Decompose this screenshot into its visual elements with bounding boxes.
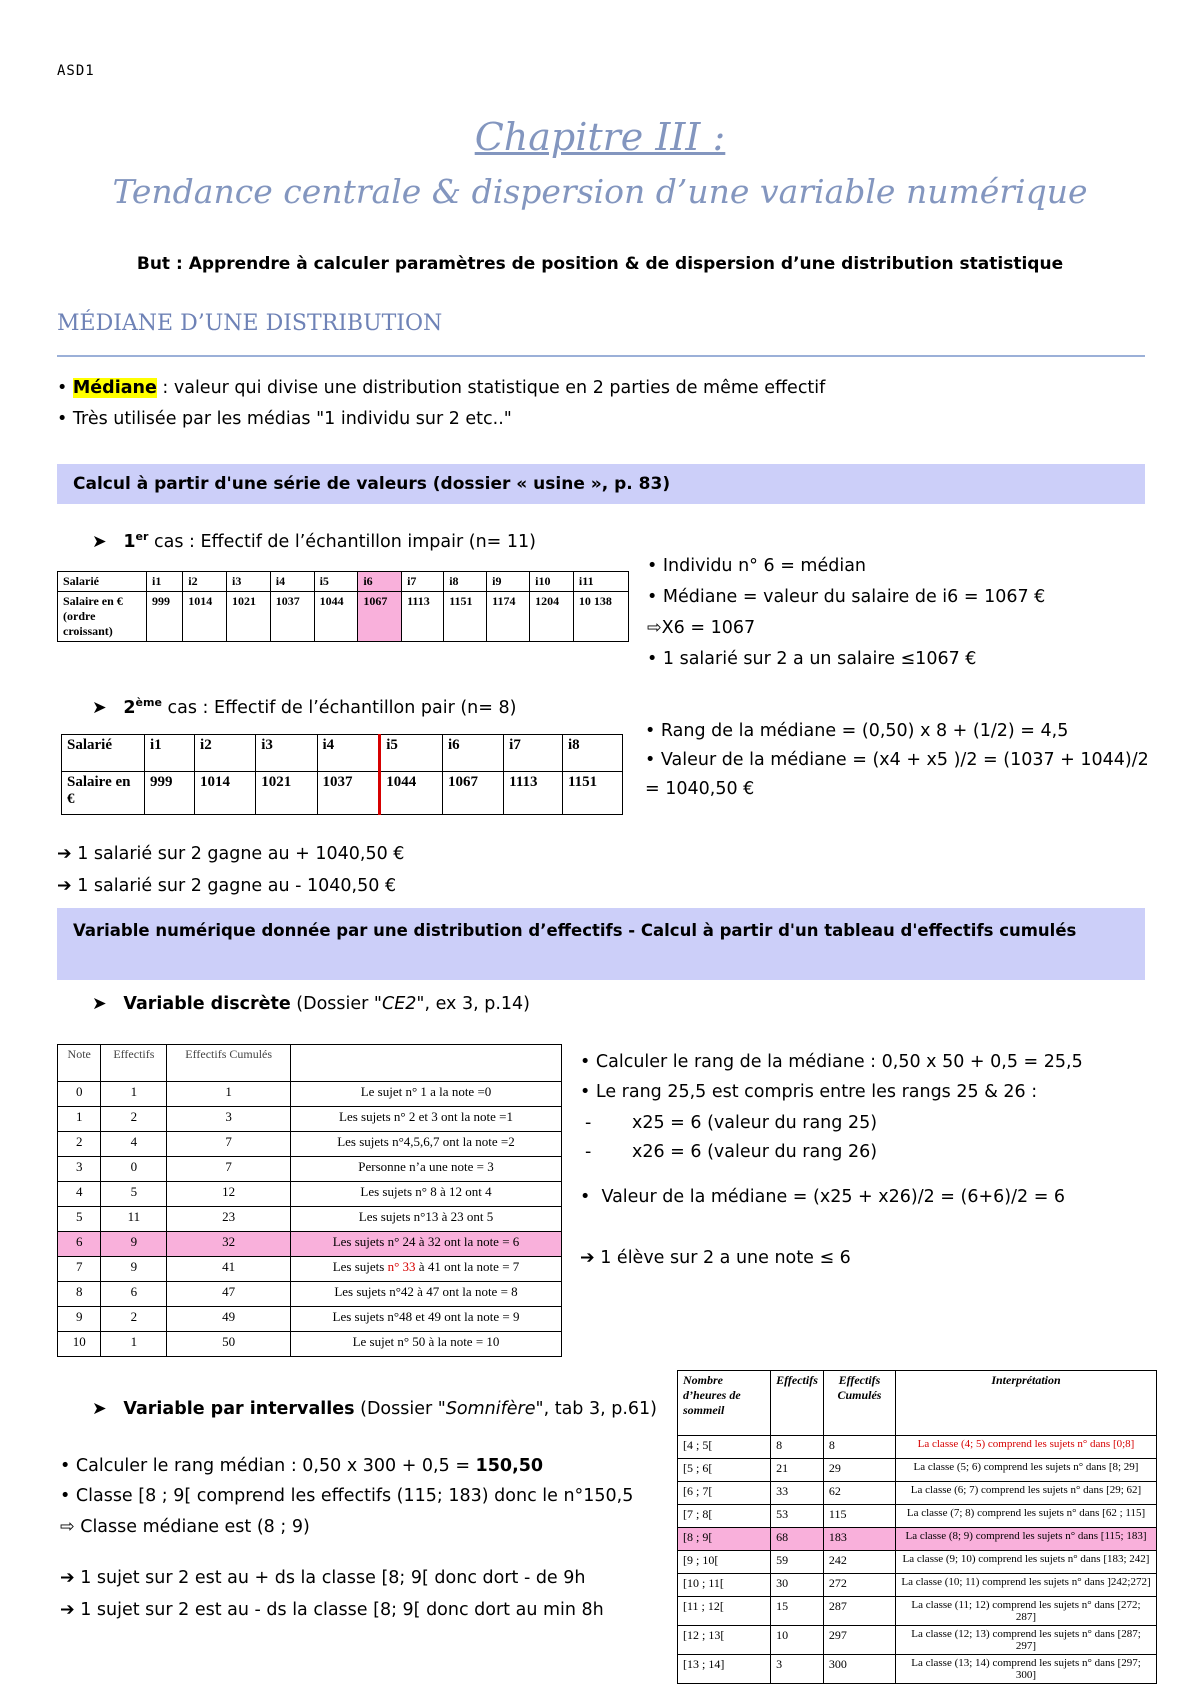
discrete-cell: 12 [167,1182,291,1207]
intervals-cell: 300 [823,1655,895,1684]
intervals-cell: La classe (6; 7) comprend les sujets n° dans [29; 62] [896,1482,1157,1505]
intervals-cell: [4 ; 5[ [678,1436,771,1459]
case2-row-label: Salaire en € [62,772,145,815]
intervals-cell: 272 [823,1574,895,1597]
intervals-cell: [5 ; 6[ [678,1459,771,1482]
intervals-cell: 10 [771,1626,824,1655]
case1-note: • Individu n° 6 = médian [647,556,867,576]
discrete-header-cell: Note [58,1045,101,1082]
case1-title: ➤ 1er cas : Effectif de l’échantillon impair (n= 11) [92,530,537,552]
case2-header-cell: i1 [145,735,195,772]
table-row [678,1551,1157,1574]
section-title: MÉDIANE D’UNE DISTRIBUTION [57,311,443,336]
intervals-cell: La classe (11; 12) comprend les sujets n° dans [272; 287] [896,1597,1157,1626]
case1-value-row [58,592,629,642]
case1-note: ⇨X6 = 1067 [647,618,756,638]
discrete-cell: 32 [167,1232,291,1257]
case2-value-cell: 1037 [317,772,380,815]
discrete-header-cell [291,1045,562,1082]
intervals-cell: 68 [771,1528,824,1551]
table-row [58,1307,562,1332]
case1-note: • Médiane = valeur du salaire de i6 = 1067 € [647,587,1046,607]
discrete-cell: 3 [167,1107,291,1132]
table-row [58,1282,562,1307]
discrete-cell: 41 [167,1257,291,1282]
intervals-header-cell: Interprétation [896,1371,1157,1436]
intervals-cell: [11 ; 12[ [678,1597,771,1626]
discrete-cell: 7 [58,1257,101,1282]
table-row [678,1528,1157,1551]
discrete-note-2-text: Le rang 25,5 est compris entre les rangs 25 & 26 : [595,1082,1038,1102]
discrete-note-2: • Le rang 25,5 est compris entre les rangs 25 & 26 : [580,1082,1038,1102]
case1-row-label: Salaire en € (ordre croissant) [58,592,147,642]
intervals-cell: 115 [823,1505,895,1528]
table-row [678,1626,1157,1655]
discrete-title-italic: CE2 [381,994,417,1014]
discrete-title-bold: Variable discrète [123,994,291,1014]
case1-header-cell: i7 [402,572,444,592]
discrete-cell: 2 [101,1107,167,1132]
case1-value-cell: 1113 [402,592,444,642]
document-header: ASD1 [57,63,95,79]
discrete-note-3-text: x25 = 6 (valeur du rang 25) [632,1113,878,1133]
discrete-cell: 0 [58,1082,101,1107]
discrete-header-cell: Effectifs [101,1045,167,1082]
table-row [58,1157,562,1182]
intervals-cell: La classe (10; 11) comprend les sujets n° dans ]242;272] [896,1574,1157,1597]
intervals-cell: [7 ; 8[ [678,1505,771,1528]
discrete-cell: 5 [58,1207,101,1232]
discrete-header-row [58,1045,562,1082]
case1-value-cell: 1014 [183,592,227,642]
discrete-note-5-text: Valeur de la médiane = (x25 + x26)/2 = (6+6)/2 = 6 [601,1187,1066,1207]
discrete-cell: 2 [58,1132,101,1157]
case2-header-row [62,735,623,772]
case1-header-row [58,572,629,592]
case2-header-cell: i2 [195,735,256,772]
case1-header-cell: i4 [270,572,314,592]
case1-header-cell: i1 [147,572,183,592]
intervals-cell: La classe (4; 5) comprend les sujets n° dans [0;8] [896,1436,1157,1459]
discrete-cell: Les sujets n°42 à 47 ont la note = 8 [291,1282,562,1307]
table-row [678,1436,1157,1459]
case2-header-cell: i3 [256,735,317,772]
intervals-cell: La classe (8; 9) comprend les sujets n° dans [115; 183] [896,1528,1157,1551]
table-row [58,1232,562,1257]
table-row [58,1207,562,1232]
discrete-note-5: • Valeur de la médiane = (x25 + x26)/2 = (6+6)/2 = 6 [580,1187,1066,1207]
case1-label: cas : Effectif de l’échantillon impair (n= 11) [148,531,537,552]
discrete-cell: 11 [101,1207,167,1232]
discrete-cell: 23 [167,1207,291,1232]
discrete-cell: 2 [101,1307,167,1332]
discrete-cell: 5 [101,1182,167,1207]
intervals-note-1: • Calculer le rang médian : 0,50 x 300 + 0,5 = 150,50 [60,1456,544,1476]
case1-header-cell: i5 [314,572,358,592]
intervals-cell: 8 [771,1436,824,1459]
case1-value-cell: 1021 [227,592,271,642]
discrete-cell: 4 [58,1182,101,1207]
discrete-cell: 8 [58,1282,101,1307]
intervals-header-row [678,1371,1157,1436]
case2-value-cell: 999 [145,772,195,815]
discrete-table [57,1044,562,1357]
case2-header-cell: Salarié [62,735,145,772]
intervals-cell: [13 ; 14] [678,1655,771,1684]
band-values-text: Calcul à partir d'une série de valeurs (dossier « usine », p. 83) [73,474,671,494]
intervals-cell: La classe (12; 13) comprend les sujets n° dans [287; 297] [896,1626,1157,1655]
case2-sup: ème [135,696,162,709]
discrete-title: ➤ Variable discrète (Dossier "CE2", ex 3, p.14) [92,994,530,1014]
intervals-cell: 59 [771,1551,824,1574]
discrete-cell: 9 [101,1232,167,1257]
intervals-cell: 183 [823,1528,895,1551]
case2-header-cell: i7 [504,735,563,772]
case2-note: • Rang de la médiane = (0,50) x 8 + (1/2) = 4,5 [645,721,1069,741]
case2-value-cell: 1021 [256,772,317,815]
discrete-cell: Personne n’a une note = 3 [291,1157,562,1182]
intervals-header-cell: Effectifs Cumulés [823,1371,895,1436]
case1-header-cell: i10 [530,572,574,592]
dash: - [585,1113,592,1133]
intervals-note-1-text: Calculer le rang médian : 0,50 x 300 + 0,5 = [75,1456,476,1476]
table-row [678,1459,1157,1482]
case1-header-cell: i3 [227,572,271,592]
case2-num: 2 [123,697,136,718]
chapter-subtitle: Tendance centrale & dispersion d’une variable numérique [112,172,1088,211]
discrete-cell: Les sujets n° 2 et 3 ont la note =1 [291,1107,562,1132]
intervals-title: ➤ Variable par intervalles (Dossier "Somnifère", tab 3, p.61) [92,1399,657,1419]
case1-value-cell: 1044 [314,592,358,642]
case1-value-cell: 999 [147,592,183,642]
intervals-cell: 3 [771,1655,824,1684]
case1-notes [647,555,1045,679]
intervals-cell: La classe (13; 14) comprend les sujets n° dans [297; 300] [896,1655,1157,1684]
table-row [678,1655,1157,1684]
case1-num: 1 [123,531,136,552]
intervals-header-cell: Nombre d’heures de sommeil [678,1371,771,1436]
intervals-cell: [9 ; 10[ [678,1551,771,1574]
intervals-cell: 29 [823,1459,895,1482]
table-row [678,1505,1157,1528]
definition-text: : valeur qui divise une distribution statistique en 2 parties de même effectif [156,378,826,398]
table-row [58,1107,562,1132]
subsection-band-values [57,464,1145,504]
case2-conclusions [57,843,404,907]
case1-value-cell: 1067 [358,592,402,642]
intervals-cell: [12 ; 13[ [678,1626,771,1655]
intervals-table [677,1370,1157,1684]
case1-value-cell: 10 138 [573,592,628,642]
intervals-cell: 8 [823,1436,895,1459]
discrete-cell: 9 [101,1257,167,1282]
section-divider [57,355,1145,357]
discrete-cell: Les sujets n°13 à 23 ont 5 [291,1207,562,1232]
case2-conclusion: ➔ 1 salarié sur 2 gagne au + 1040,50 € [57,844,405,864]
discrete-cell: 47 [167,1282,291,1307]
discrete-cell: Les sujets n°48 et 49 ont la note = 9 [291,1307,562,1332]
intervals-cell: 62 [823,1482,895,1505]
intervals-header-cell: Effectifs [771,1371,824,1436]
case2-notes [645,720,1149,807]
case2-header-cell: i5 [380,735,443,772]
discrete-cell: 0 [101,1157,167,1182]
intervals-cell: La classe (5; 6) comprend les sujets n° dans [8; 29] [896,1459,1157,1482]
intervals-title-italic: Somnifère [445,1399,536,1419]
case1-sup: er [135,530,149,543]
intervals-cell: 30 [771,1574,824,1597]
discrete-cell: 7 [167,1132,291,1157]
intervals-note-2-text: Classe [8 ; 9[ comprend les effectifs (115; 183) donc le n°150,5 [75,1486,634,1506]
case2-header-cell: i6 [442,735,503,772]
case2-value-cell: 1014 [195,772,256,815]
discrete-cell: Les sujets n° 24 à 32 ont la note = 6 [291,1232,562,1257]
discrete-cell: Les sujets n°4,5,6,7 ont la note =2 [291,1132,562,1157]
intervals-note-5: ➔ 1 sujet sur 2 est au - ds la classe [8; 9[ donc dort au min 8h [60,1600,604,1620]
intervals-note-1-value: 150,50 [475,1456,544,1476]
intervals-cell: 21 [771,1459,824,1482]
discrete-title-a: (Dossier " [290,994,382,1014]
bullet-definition: • Médiane : valeur qui divise une distribution statistique en 2 parties de même effectif [57,378,826,398]
intervals-note-4: ➔ 1 sujet sur 2 est au + ds la classe [8; 9[ donc dort - de 9h [60,1568,586,1588]
discrete-header-cell: Effectifs Cumulés [167,1045,291,1082]
case2-value-row [62,772,623,815]
case2-value-cell: 1044 [380,772,443,815]
table-row [678,1574,1157,1597]
case2-note: • Valeur de la médiane = (x4 + x5 )/2 = (1037 + 1044)/2 [645,750,1149,770]
media-text: Très utilisée par les médias "1 individu sur 2 etc.." [72,409,512,429]
intervals-cell: La classe (9; 10) comprend les sujets n° dans [183; 242] [896,1551,1157,1574]
discrete-cell: 3 [58,1157,101,1182]
bullet-media: • Très utilisée par les médias "1 individu sur 2 etc.." [57,409,512,429]
discrete-cell: 10 [58,1332,101,1357]
chapter-title: Chapitre III : [474,115,726,159]
table-row [58,1332,562,1357]
median-term: Médiane [72,378,157,398]
table-row [58,1257,562,1282]
intervals-cell: [6 ; 7[ [678,1482,771,1505]
case1-header-cell: i11 [573,572,628,592]
case2-table [61,734,623,815]
table-row [58,1182,562,1207]
discrete-cell: 4 [101,1132,167,1157]
discrete-note-6: ➔ 1 élève sur 2 a une note ≤ 6 [580,1248,851,1268]
intervals-title-b: ", tab 3, p.61) [535,1399,657,1419]
discrete-cell: 1 [58,1107,101,1132]
table-row [58,1132,562,1157]
discrete-cell: Les sujets n° 8 à 12 ont 4 [291,1182,562,1207]
intervals-note-3: ⇨ Classe médiane est (8 ; 9) [60,1517,310,1537]
intervals-note-2: • Classe [8 ; 9[ comprend les effectifs (115; 183) donc le n°150,5 [60,1486,634,1506]
discrete-title-b: ", ex 3, p.14) [416,994,530,1014]
intervals-cell: 53 [771,1505,824,1528]
case1-header-cell: i2 [183,572,227,592]
discrete-note-1: • Calculer le rang de la médiane : 0,50 x 50 + 0,5 = 25,5 [580,1052,1083,1072]
discrete-note-4-text: x26 = 6 (valeur du rang 26) [632,1142,878,1162]
discrete-cell: 6 [58,1232,101,1257]
intervals-cell: 297 [823,1626,895,1655]
discrete-note-1-text: Calculer le rang de la médiane : 0,50 x 50 + 0,5 = 25,5 [595,1052,1083,1072]
intervals-cell: La classe (7; 8) comprend les sujets n° dans [62 ; 115] [896,1505,1157,1528]
discrete-cell: 1 [101,1082,167,1107]
case1-header-cell: i6 [358,572,402,592]
case1-value-cell: 1037 [270,592,314,642]
intervals-title-bold: Variable par intervalles [123,1399,355,1419]
case2-conclusion: ➔ 1 salarié sur 2 gagne au - 1040,50 € [57,876,397,896]
discrete-cell: 9 [58,1307,101,1332]
discrete-note-4 [585,1141,878,1163]
band-cumulative-text: Variable numérique donnée par une distribution d’effectifs - Calcul à partir d'un tableau d'effectifs cumulés [73,921,1077,940]
intervals-title-a: (Dossier " [354,1399,446,1419]
case1-value-cell: 1151 [444,592,487,642]
intervals-cell: 287 [823,1597,895,1626]
case2-title: ➤ 2ème cas : Effectif de l’échantillon pair (n= 8) [92,696,517,718]
case1-header-cell: Salarié [58,572,147,592]
case2-header-cell: i4 [317,735,380,772]
dash: - [585,1142,592,1162]
table-row [58,1082,562,1107]
discrete-cell: 7 [167,1157,291,1182]
case2-value-cell: 1067 [442,772,503,815]
intervals-cell: [8 ; 9[ [678,1528,771,1551]
red-fragment: n° 33 [387,1259,416,1274]
table-row [678,1597,1157,1626]
case1-note: • 1 salarié sur 2 a un salaire ≤1067 € [647,649,977,669]
case2-value-cell: 1113 [504,772,563,815]
intervals-cell: [10 ; 11[ [678,1574,771,1597]
case2-value-cell: 1151 [562,772,622,815]
case1-value-cell: 1204 [530,592,574,642]
case1-table [57,571,629,642]
subsection-band-cumulative [57,908,1145,980]
chapter-goal: But : Apprendre à calculer paramètres de position & de dispersion d’une distribution statistique [136,254,1064,274]
discrete-cell: Les sujets n° 33 à 41 ont la note = 7 [291,1257,562,1282]
discrete-cell: 1 [167,1082,291,1107]
case2-note: = 1040,50 € [645,779,755,799]
intervals-cell: 33 [771,1482,824,1505]
case2-header-cell: i8 [562,735,622,772]
case2-label: cas : Effectif de l’échantillon pair (n= 8) [161,697,517,718]
discrete-cell: 1 [101,1332,167,1357]
discrete-cell: Le sujet n° 1 a la note =0 [291,1082,562,1107]
discrete-cell: 49 [167,1307,291,1332]
discrete-note-3 [585,1112,878,1134]
discrete-cell: 6 [101,1282,167,1307]
intervals-cell: 15 [771,1597,824,1626]
case1-header-cell: i8 [444,572,487,592]
case1-value-cell: 1174 [487,592,530,642]
discrete-cell: Le sujet n° 50 à la note = 10 [291,1332,562,1357]
intervals-cell: 242 [823,1551,895,1574]
case1-header-cell: i9 [487,572,530,592]
table-row [678,1482,1157,1505]
discrete-cell: 50 [167,1332,291,1357]
